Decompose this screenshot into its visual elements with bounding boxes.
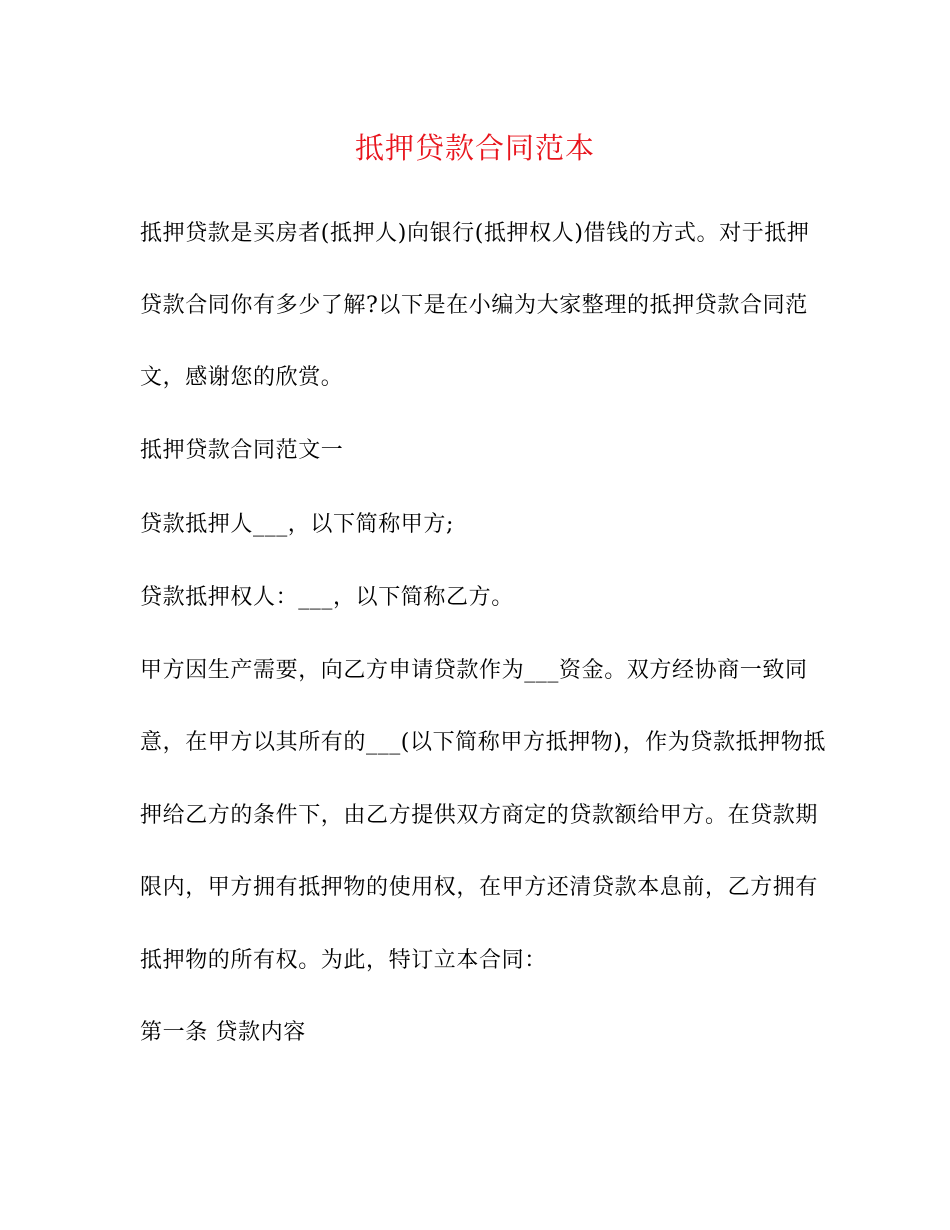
intro-line-3: 文，感谢您的欣赏。 xyxy=(140,365,344,390)
intro-line-2: 贷款合同你有多少了解?以下是在小编为大家整理的抵押贷款合同范 xyxy=(140,293,808,318)
body-line-5: 抵押物的所有权。为此，特订立本合同： xyxy=(140,948,547,973)
intro-line-1: 抵押贷款是买房者(抵押人)向银行(抵押权人)借钱的方式。对于抵押 xyxy=(140,221,810,246)
party-b-line: 贷款抵押权人：___，以下简称乙方。 xyxy=(140,585,514,610)
section-heading-sample-one: 抵押贷款合同范文一 xyxy=(140,438,344,463)
party-a-line: 贷款抵押人___，以下简称甲方; xyxy=(140,512,455,537)
document-title: 抵押贷款合同范本 xyxy=(354,131,595,165)
body-line-1: 甲方因生产需要，向乙方申请贷款作为___资金。双方经协商一致同 xyxy=(140,658,808,683)
body-line-2: 意，在甲方以其所有的___(以下简称甲方抵押物)，作为贷款抵押物抵 xyxy=(140,730,826,755)
article-one-heading: 第一条 贷款内容 xyxy=(140,1020,306,1045)
body-line-3: 押给乙方的条件下，由乙方提供双方商定的贷款额给甲方。在贷款期 xyxy=(140,803,819,828)
body-line-4: 限内，甲方拥有抵押物的使用权，在甲方还清贷款本息前，乙方拥有 xyxy=(140,875,819,900)
